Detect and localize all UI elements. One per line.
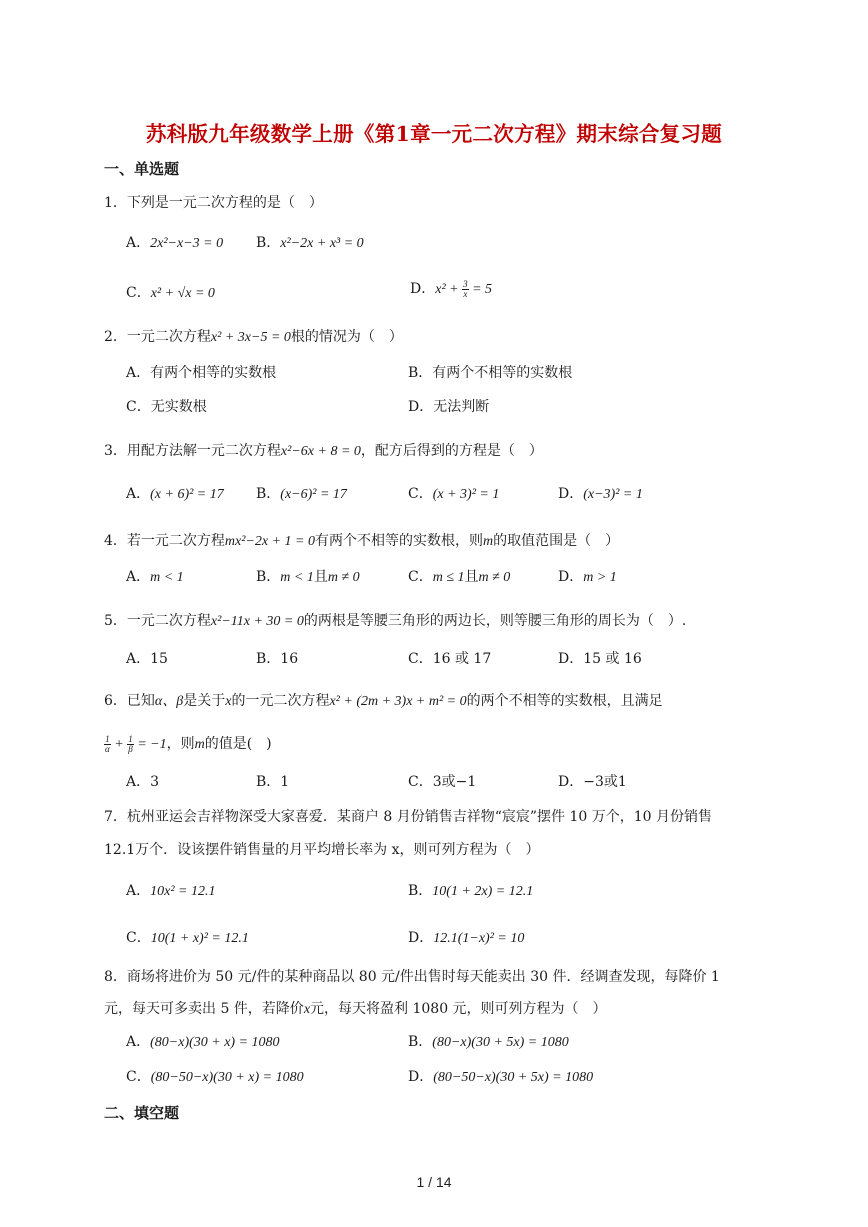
question-7-option-c	[126, 927, 249, 947]
fraction-numerator: 3	[463, 278, 468, 289]
option-value: 3	[150, 774, 160, 790]
option-label: D．	[558, 569, 584, 585]
stem-text: 元，每天可多卖出 5 件，若降价	[104, 1001, 304, 1017]
option-formula-prefix: x² +	[435, 282, 463, 297]
stem-text: 根的情况为（ ）	[290, 329, 403, 345]
stem-formula: x²−11x + 30 = 0	[210, 614, 304, 629]
option-formula: m ≠ 0	[478, 570, 511, 585]
option-label: B．	[256, 569, 281, 585]
stem-text: ，则	[166, 736, 195, 752]
option-value: 3或−1	[432, 774, 477, 790]
option-formula: x²−2x + x³ = 0	[280, 236, 364, 251]
question-6-option-c	[408, 771, 476, 791]
option-label: C．	[408, 569, 433, 585]
stem-formula: x²−6x + 8 = 0	[280, 444, 361, 459]
option-value: −3或1	[583, 774, 627, 790]
question-1-stem: 1．下列是一元二次方程的是（ ）	[104, 195, 323, 211]
question-8-option-c	[126, 1066, 304, 1086]
question-8-option-b	[408, 1031, 569, 1051]
question-1-option-b	[256, 232, 364, 252]
option-formula: (x + 6)² = 17	[150, 487, 224, 502]
option-formula: (80−x)(30 + 5x) = 1080	[432, 1035, 569, 1050]
question-5-option-a: A．15	[126, 651, 168, 667]
question-5-option-d: D．15 或 16	[558, 651, 642, 667]
question-6-stem-line-2	[104, 733, 272, 754]
option-label: D．	[410, 281, 436, 297]
option-label: A．	[126, 486, 151, 502]
option-formula: m < 1	[280, 570, 314, 585]
option-formula: 10x² = 12.1	[150, 884, 216, 899]
fraction-denominator: β	[128, 743, 133, 754]
option-label: D．	[408, 930, 434, 946]
question-6-stem-line-1	[104, 690, 663, 710]
stem-variable: m	[194, 737, 205, 752]
question-2-option-d: D．无法判断	[408, 399, 490, 415]
question-1-option-a	[126, 232, 223, 252]
question-8-option-d	[408, 1066, 593, 1086]
question-8-stem-line-1: 8．商场将进价为 50 元/件的某种商品以 80 元/件出售时每天能卖出 30 件．经调查发现，每降价 1	[104, 969, 720, 985]
option-formula: 10(1 + x)² = 12.1	[150, 931, 249, 946]
option-formula: (x−3)² = 1	[583, 487, 643, 502]
option-label: D．	[408, 1069, 434, 1085]
option-formula: m < 1	[150, 570, 184, 585]
plus-sign: +	[110, 737, 128, 752]
question-8-option-a	[126, 1031, 280, 1051]
option-conjunction: 且	[313, 569, 328, 585]
option-formula: (x + 3)² = 1	[432, 487, 500, 502]
question-4-option-c	[408, 566, 510, 586]
stem-formula: mx²−2x + 1 = 0	[224, 534, 315, 549]
question-4-option-b	[256, 566, 360, 586]
question-2-option-a: A．有两个相等的实数根	[126, 365, 277, 381]
stem-variable: m	[483, 534, 494, 549]
question-4-option-d	[558, 566, 617, 586]
question-7-option-b	[408, 880, 533, 900]
option-formula: (80−x)(30 + x) = 1080	[150, 1035, 280, 1050]
equation-rhs: = −1	[133, 737, 167, 752]
section-heading-single-choice: 一、单选题	[104, 160, 180, 178]
option-label: C．	[126, 285, 151, 301]
question-3-option-a	[126, 483, 224, 503]
option-label: D．	[558, 774, 584, 790]
stem-text: 4．若一元二次方程	[104, 533, 225, 549]
stem-variable: x	[303, 1002, 311, 1017]
option-label: B．	[256, 774, 281, 790]
question-7-option-d	[408, 927, 524, 947]
question-2-option-b: B．有两个不相等的实数根	[408, 365, 573, 381]
option-formula: (x−6)² = 17	[280, 487, 347, 502]
option-formula: m > 1	[583, 570, 617, 585]
section-heading-fill-blank: 二、填空题	[104, 1104, 180, 1122]
fraction-denominator: α	[105, 743, 110, 754]
fraction	[104, 735, 111, 754]
stem-text: 3．用配方法解一元二次方程	[104, 443, 281, 459]
stem-text: 有两个不相等的实数根，则	[315, 533, 483, 549]
option-label: A．	[126, 235, 151, 251]
question-3-option-b	[256, 483, 347, 503]
option-formula: 10(1 + 2x) = 12.1	[432, 884, 534, 899]
option-label: B．	[256, 486, 281, 502]
stem-text: 的两根是等腰三角形的两边长，则等腰三角形的周长为（ ）.	[303, 613, 687, 629]
option-label: C．	[408, 486, 433, 502]
question-1-option-d	[410, 278, 492, 299]
stem-text: 的取值范围是（ ）	[493, 533, 620, 549]
question-2-stem	[104, 326, 403, 346]
question-2-option-c: C．无实数根	[126, 399, 207, 415]
fraction-denominator: x	[463, 288, 468, 299]
question-3-stem	[104, 440, 543, 460]
option-label: C．	[126, 930, 151, 946]
option-conjunction: 且	[464, 569, 479, 585]
option-formula: x² + √x = 0	[150, 286, 215, 301]
option-formula: (80−50−x)(30 + 5x) = 1080	[433, 1070, 594, 1085]
option-value: 1	[280, 774, 290, 790]
option-label: B．	[256, 235, 281, 251]
option-formula: 12.1(1−x)² = 10	[433, 931, 525, 946]
question-5-option-c: C．16 或 17	[408, 651, 492, 667]
stem-text: 的两个不相等的实数根，且满足	[466, 693, 663, 709]
option-label: B．	[408, 1034, 433, 1050]
option-formula: m ≠ 0	[327, 570, 360, 585]
stem-roots: α、β	[154, 694, 184, 709]
stem-formula: x² + 3x−5 = 0	[210, 330, 291, 345]
option-label: B．	[408, 883, 433, 899]
question-8-stem-line-2	[104, 998, 607, 1018]
question-6-option-d	[558, 771, 627, 791]
stem-text: 元，每天将盈利 1080 元，则可列方程为（ ）	[310, 1001, 607, 1017]
document-title: 苏科版九年级数学上册《第1章一元二次方程》期末综合复习题	[145, 122, 723, 146]
stem-text: 2．一元二次方程	[104, 329, 211, 345]
stem-text: 6．已知	[104, 693, 155, 709]
fraction-numerator: 1	[128, 733, 133, 744]
stem-text: 5．一元二次方程	[104, 613, 211, 629]
question-7-stem-line-2: 12.1万个．设该摆件销售量的月平均增长率为 x，则可列方程为（ ）	[104, 842, 540, 858]
option-label: A．	[126, 1034, 151, 1050]
option-formula: m ≤ 1	[432, 570, 465, 585]
question-4-option-a	[126, 566, 184, 586]
option-label: C．	[126, 1069, 151, 1085]
question-5-option-b: B．16	[256, 651, 299, 667]
stem-text: 的一元二次方程	[231, 693, 330, 709]
stem-text: 是关于	[183, 693, 226, 709]
question-3-option-c	[408, 483, 499, 503]
option-label: A．	[126, 774, 151, 790]
question-7-stem-line-1: 7．杭州亚运会吉祥物深受大家喜爱．某商户 8 月份销售吉祥物“宸宸”摆件 10 万个，10 月份销售	[104, 809, 713, 825]
option-label: D．	[558, 486, 584, 502]
stem-variable: x	[225, 694, 232, 709]
stem-text: ，配方后得到的方程是（ ）	[360, 443, 543, 459]
question-5-stem	[104, 610, 686, 630]
option-label: A．	[126, 569, 151, 585]
question-1-option-c	[126, 282, 215, 302]
page-number: 1 / 14	[416, 1174, 452, 1190]
question-6-option-a	[126, 771, 159, 791]
option-formula: (80−50−x)(30 + x) = 1080	[150, 1070, 304, 1085]
question-6-option-b	[256, 771, 289, 791]
option-formula: 2x²−x−3 = 0	[150, 236, 224, 251]
question-4-stem	[104, 530, 619, 550]
option-formula-suffix: = 5	[468, 282, 493, 297]
stem-text: 的值是( )	[204, 736, 272, 752]
option-label: A．	[126, 883, 151, 899]
question-3-option-d	[558, 483, 643, 503]
option-label: C．	[408, 774, 433, 790]
fraction-numerator: 1	[105, 733, 110, 744]
stem-formula: x² + (2m + 3)x + m² = 0	[329, 694, 467, 709]
question-7-option-a	[126, 880, 215, 900]
